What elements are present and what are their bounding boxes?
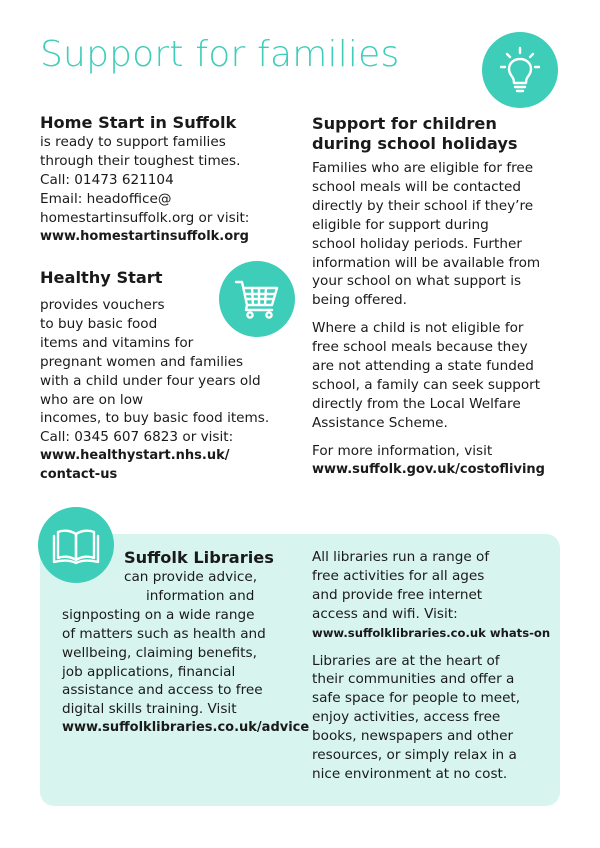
libraries-right-line: enjoy activities, access free [312,709,501,726]
libraries-line: job applications, financial [62,663,236,680]
home-start-email: Email: headoffice@ [40,190,172,207]
holidays-para1-line: school holiday periods. Further [312,235,522,252]
home-start-line: homestartinsuffolk.org or visit: [40,209,250,226]
healthy-start-section [40,268,269,485]
libraries-right-line: and provide free internet [312,586,483,603]
libraries-line: can provide advice, [124,569,258,585]
healthy-start-line: incomes, to buy basic food items. [40,410,270,427]
healthy-start-line: with a child under four years old [40,372,261,389]
holidays-para2-line: school, a family can seek support [312,376,541,393]
holidays-para1-line: school meals will be contacted [312,178,521,195]
libraries-right-column [312,548,550,784]
home-start-line: through their toughest times. [40,152,241,169]
holidays-more-info: For more information, visit [312,442,493,459]
libraries-advice-link[interactable]: www.suffolklibraries.co.uk/advice [62,720,310,736]
school-holidays-heading: Support for children [312,114,497,133]
libraries-line: assistance and access to free [62,682,263,699]
healthy-start-heading: Healthy Start [40,268,163,287]
healthy-start-line: to buy basic food [40,315,158,332]
libraries-whats-on-link[interactable]: www.suffolklibraries.co.uk whats-on [312,625,551,640]
holidays-para1-line: eligible for support during [312,216,489,233]
holidays-link[interactable]: www.suffolk.gov.uk/costofliving [312,461,545,477]
libraries-line: signposting on a wide range [62,606,255,623]
holidays-para2-line: directly from the Local Welfare [312,395,521,412]
home-start-section [40,113,249,246]
libraries-right-line: Libraries are at the heart of [312,652,500,669]
school-holidays-heading-cont: during school holidays [312,134,518,153]
home-start-link[interactable]: www.homestartinsuffolk.org [40,228,249,244]
holidays-para1-line: your school on what support is [312,273,522,290]
libraries-right-line: safe space for people to meet, [312,690,521,707]
holidays-para1-line: information will be available from [312,254,541,271]
home-start-phone: Call: 01473 621104 [40,171,174,188]
libraries-line: information and [146,587,255,604]
healthy-start-line: items and vitamins for [40,334,194,351]
holidays-para2-line: Where a child is not eligible for [312,320,524,337]
healthy-start-phone: Call: 0345 607 6823 or visit: [40,429,234,446]
holidays-para2-line: free school meals because they [312,339,528,356]
healthy-start-line: who are on low [40,391,144,408]
holidays-para1-line: being offered. [312,292,407,309]
libraries-right-line: All libraries run a range of [312,549,490,565]
lightbulb-icon [482,32,558,108]
holidays-para2-line: Assistance Scheme. [312,414,448,431]
libraries-right-line: access and wifi. Visit: [312,605,458,622]
libraries-left-column [62,548,309,738]
libraries-right-line: free activities for all ages [312,567,485,584]
healthy-start-link[interactable]: www.healthystart.nhs.uk/ [40,448,230,464]
libraries-right-line: their communities and offer a [312,671,515,688]
holidays-para1-line: directly by their school if they’re [312,197,534,214]
healthy-start-line: provides vouchers [40,297,165,313]
libraries-line: digital skills training. Visit [62,701,237,718]
holidays-para2-line: are not attending a state funded [312,358,534,375]
home-start-line: is ready to support families [40,134,226,150]
healthy-start-line: pregnant women and families [40,353,244,370]
healthy-start-link-cont[interactable]: contact-us [40,467,118,483]
holidays-para1-line: Families who are eligible for free [312,160,534,176]
libraries-line: wellbeing, claiming benefits, [62,644,257,661]
school-holidays-section [312,114,545,480]
home-start-heading: Home Start in Suffolk [40,113,237,132]
libraries-line: of matters such as health and [62,625,266,642]
libraries-right-line: books, newspapers and other [312,728,514,745]
libraries-right-line: nice environment at no cost. [312,765,508,782]
page-title: Support for families [40,34,400,75]
libraries-heading: Suffolk Libraries [124,548,274,567]
libraries-right-line: resources, or simply relax in a [312,747,517,764]
